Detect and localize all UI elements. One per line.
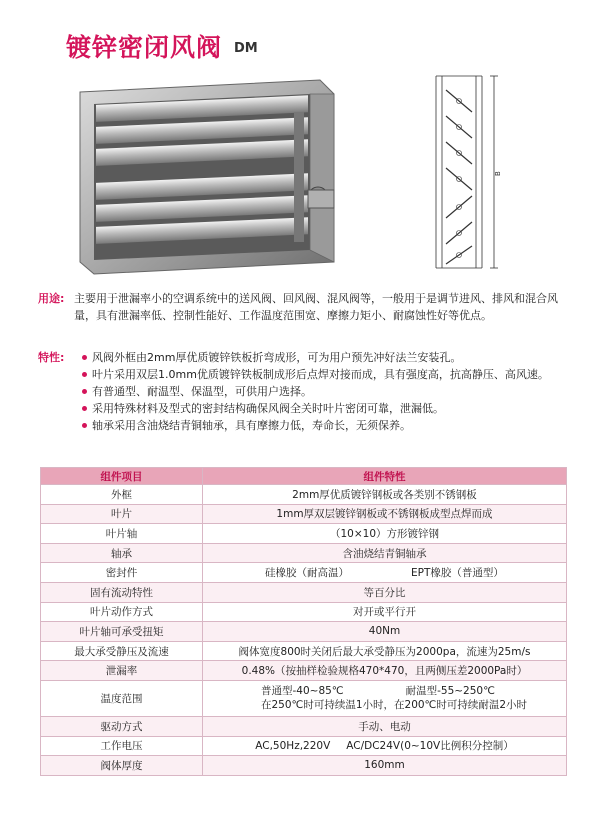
bullet-icon — [82, 372, 87, 377]
usage-label: 用途: — [38, 292, 65, 305]
feature-item: 采用特殊材料及型式的密封结构确保风阀全关时叶片密闭可靠，泄漏低。 — [82, 400, 578, 417]
product-model: DM — [234, 41, 258, 56]
table-row: 密封件 硅橡胶（耐高温） EPT橡胶（普通型） — [41, 563, 567, 583]
damper-photo — [72, 72, 340, 282]
table-row: 温度范围 普通型-40~85℃ 耐温型-55~250℃ 在250℃时可持续温1小时，在200℃时可持续耐温2小时 — [41, 680, 567, 716]
table-row: 工作电压 AC,50Hz,220V AC/DC24V(0~10V比例积分控制） — [41, 736, 567, 756]
features-section — [38, 349, 578, 434]
table-row: 轴承 含油烧结青铜轴承 — [41, 543, 567, 563]
table-row: 叶片动作方式 对开或平行开 — [41, 602, 567, 622]
bullet-icon — [82, 389, 87, 394]
feature-item: 轴承采用含油烧结青铜轴承，具有摩擦力低，寿命长，无须保养。 — [82, 417, 578, 434]
header-property: 组件特性 — [203, 468, 567, 485]
features-list — [82, 349, 578, 434]
product-title-text: 镀锌密闭风阀 — [66, 33, 223, 62]
spec-table — [40, 467, 567, 776]
bullet-icon — [82, 406, 87, 411]
table-row: 阀体厚度 160mm — [41, 756, 567, 776]
header-component: 组件项目 — [41, 468, 203, 485]
feature-item: 有普通型、耐温型、保温型，可供用户选择。 — [82, 383, 578, 400]
table-row: 驱动方式 手动、电动 — [41, 716, 567, 736]
table-row: 叶片 1mm厚双层镀锌钢板或不锈钢板成型点焊而成 — [41, 504, 567, 524]
table-row: 固有流动特性 等百分比 — [41, 582, 567, 602]
feature-item: 风阀外框由2mm厚优质镀锌铁板折弯成形，可为用户预先冲好法兰安装孔。 — [82, 349, 578, 366]
table-row: 最大承受静压及流速 阀体宽度800时关闭后最大承受静压为2000pa，流速为25m/s — [41, 641, 567, 661]
feature-item: 叶片采用双层1.0mm优质镀锌铁板制成形后点焊对接而成，具有强度高，抗高静压、高风速。 — [82, 366, 578, 383]
usage-section — [38, 290, 578, 324]
features-label: 特性: — [38, 351, 65, 364]
table-row: 外框 2mm厚优质镀锌钢板或各类别不锈钢板 — [41, 485, 567, 505]
bullet-icon — [82, 423, 87, 428]
table-row: 泄漏率 0.48%（按抽样检验规格470*470，且两侧压差2000Pa时） — [41, 661, 567, 681]
damper-section-drawing — [414, 68, 534, 278]
dim-label: B — [494, 171, 502, 176]
bullet-icon — [82, 355, 87, 360]
product-title — [66, 28, 258, 64]
table-row: 叶片轴 （10×10）方形镀锌钢 — [41, 524, 567, 544]
table-header-row — [41, 468, 567, 485]
usage-text: 主要用于泄漏率小的空调系统中的送风阀、回风阀、混风阀等，一般用于是调节进风、排风和混合风量，具有泄漏率低、控制性能好、工作温度范围宽、摩擦力矩小、耐腐蚀性好等优点。 — [74, 292, 558, 322]
table-row: 叶片轴可承受扭矩 40Nm — [41, 622, 567, 642]
